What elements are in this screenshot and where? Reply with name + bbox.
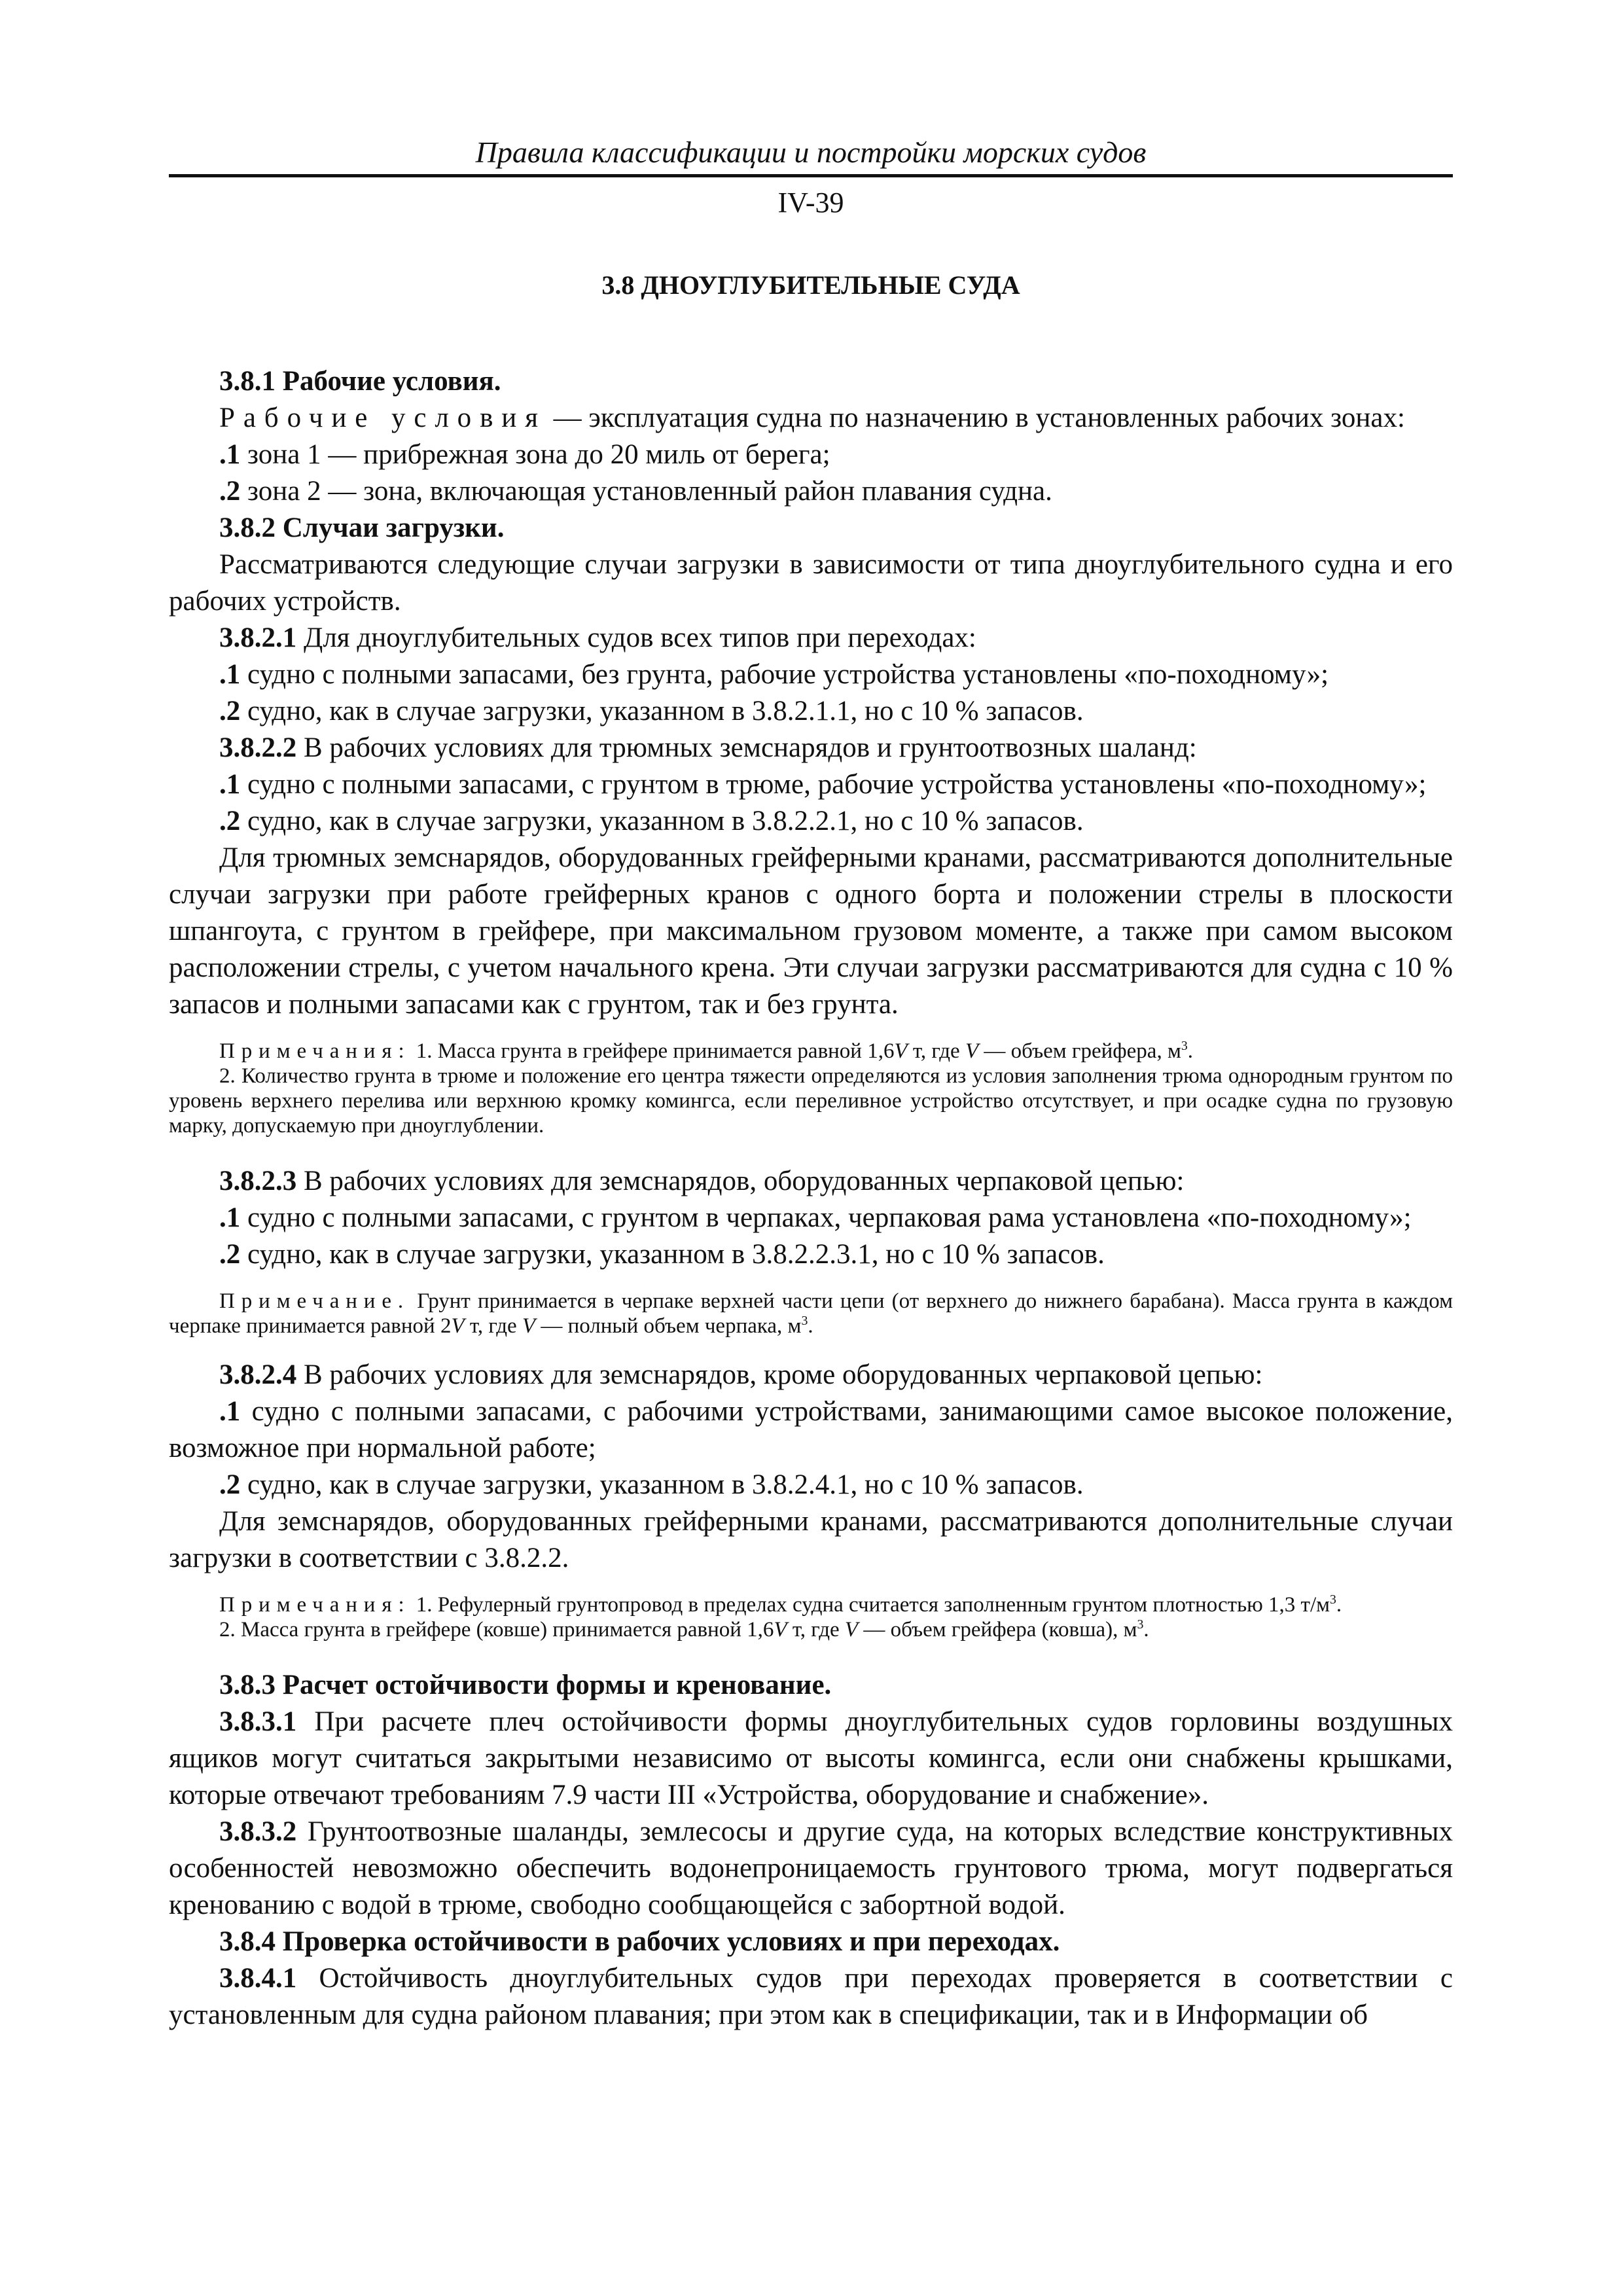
item-text: судно с полными запасами, с рабочими устройствами, занимающими самое высокое положение, возможное при нормальной работе;	[169, 1396, 1453, 1463]
section-title: 3.8 ДНОУГЛУБИТЕЛЬНЫЕ СУДА	[601, 270, 1020, 300]
page-number: IV-39	[777, 187, 844, 219]
note-text: т, где	[464, 1314, 522, 1338]
note-text: .	[808, 1314, 813, 1338]
note-label: Примечания:	[219, 1593, 411, 1617]
list-item	[169, 656, 1453, 693]
superscript: 3	[801, 1314, 808, 1328]
paragraph-3-8-2-3	[169, 1163, 1453, 1200]
variable-v: V	[451, 1314, 465, 1338]
heading-3-8-3: 3.8.3 Расчет остойчивости формы и кренование.	[219, 1670, 832, 1700]
item-number: .1	[219, 769, 241, 800]
note-text: 1. Рефулерный грунтопровод в пределах судна считается заполненным грунтом плотностью 1,3 т/м	[410, 1593, 1330, 1617]
list-item	[169, 693, 1453, 730]
item-number: .1	[219, 439, 241, 470]
heading-3-8-2: 3.8.2 Случаи загрузки.	[219, 512, 505, 543]
note-text: 2. Масса грунта в грейфере (ковше) принимается равной 1,6	[219, 1618, 774, 1641]
clause-number: 3.8.2.4	[219, 1359, 297, 1390]
clause-number: 3.8.3.2	[219, 1816, 297, 1847]
note-label: Примечания:	[219, 1039, 411, 1063]
note: 2. Количество грунта в трюме и положение его центра тяжести определяются из условия заполнения трюма однородным грунтом по уровень верхнего перелива или верхнюю кромку комингса, если переливное устройство отсутствует, и при осадке судна по грузовую марку, допускаемую при дноуглублении.	[169, 1064, 1453, 1138]
clause-text: В рабочих условиях для земснарядов, оборудованных черпаковой цепью:	[296, 1166, 1185, 1196]
superscript: 3	[1137, 1617, 1144, 1632]
superscript: 3	[1330, 1592, 1336, 1607]
list-item	[169, 473, 1453, 510]
item-text: зона 2 — зона, включающая установленный район плавания судна.	[240, 476, 1052, 507]
item-number: .1	[219, 1396, 241, 1427]
definition-text: — эксплуатация судна по назначению в установленных рабочих зонах:	[546, 403, 1405, 433]
paragraph-3-8-3-1	[169, 1704, 1453, 1814]
note-label: Примечание.	[219, 1289, 410, 1313]
list-item	[169, 1393, 1453, 1467]
clause-number: 3.8.2.2	[219, 732, 297, 763]
list-item	[169, 1200, 1453, 1236]
clause-text: В рабочих условиях для трюмных земснарядов и грунтоотвозных шаланд:	[296, 732, 1197, 763]
clause-number: 3.8.3.1	[219, 1706, 297, 1737]
paragraph-3-8-2-2	[169, 730, 1453, 766]
paragraph-grab-cranes-2: Для земснарядов, оборудованных грейферными кранами, рассматриваются дополнительные случаи загрузки в соответствии с 3.8.2.2.	[169, 1506, 1453, 1573]
clause-number: 3.8.4.1	[219, 1963, 297, 1994]
note-text: т, где	[787, 1618, 845, 1641]
item-text: судно с полными запасами, без грунта, рабочие устройства установлены «по-походному»;	[240, 659, 1329, 690]
list-item	[169, 1236, 1453, 1273]
note-text: 1. Масса грунта в грейфере принимается равной 1,6	[410, 1039, 895, 1063]
variable-v: V	[965, 1039, 979, 1063]
clause-text: Для дноуглубительных судов всех типов при переходах:	[296, 622, 976, 653]
note	[169, 1592, 1453, 1617]
clause-text: Остойчивость дноуглубительных судов при переходах проверяется в соответствии с установленным для судна районом плавания; при этом как в спецификации, так и в Информации об	[169, 1963, 1453, 2030]
body-text	[169, 363, 1453, 2034]
notes-block	[169, 1289, 1453, 1338]
superscript: 3	[1181, 1039, 1188, 1053]
item-number: .1	[219, 1202, 241, 1233]
list-item	[169, 437, 1453, 473]
note-text: — объем грейфера (ковша), м	[858, 1618, 1137, 1641]
clause-text: При расчете плеч остойчивости формы дноуглубительных судов горловины воздушных ящиков могут считаться закрытыми независимо от высоты комингса, если они снабжены крышками, которые отвечают требованиям 7.9 части III «Устройства, оборудование и снабжение».	[169, 1706, 1453, 1810]
item-text: судно с полными запасами, с грунтом в черпаках, черпаковая рама установлена «по-походному»;	[240, 1202, 1412, 1233]
clause-number: 3.8.2.1	[219, 622, 297, 653]
item-text: судно с полными запасами, с грунтом в трюме, рабочие устройства установлены «по-походному»;	[240, 769, 1427, 800]
variable-v: V	[844, 1618, 859, 1641]
clause-text: В рабочих условиях для земснарядов, кроме оборудованных черпаковой цепью:	[296, 1359, 1263, 1390]
item-text: зона 1 — прибрежная зона до 20 миль от берега;	[240, 439, 830, 470]
variable-v: V	[774, 1618, 787, 1641]
note	[169, 1289, 1453, 1338]
notes-block	[169, 1039, 1453, 1138]
item-number: .2	[219, 1239, 241, 1270]
paragraph-3-8-2-1	[169, 620, 1453, 656]
item-text: судно, как в случае загрузки, указанном в 3.8.2.2.3.1, но с 10 % запасов.	[240, 1239, 1105, 1270]
note	[169, 1039, 1453, 1064]
item-text: судно, как в случае загрузки, указанном в 3.8.2.4.1, но с 10 % запасов.	[240, 1469, 1084, 1500]
paragraph-3-8-2-4	[169, 1357, 1453, 1393]
paragraph-intro: Рассматриваются следующие случаи загрузки в зависимости от типа дноуглубительного судна и его рабочих устройств.	[169, 549, 1453, 617]
list-item	[169, 1467, 1453, 1503]
notes-block	[169, 1592, 1453, 1642]
note-text: .	[1187, 1039, 1193, 1063]
heading-3-8-1: 3.8.1 Рабочие условия.	[219, 366, 501, 397]
paragraph-3-8-3-2	[169, 1814, 1453, 1924]
list-item	[169, 803, 1453, 840]
item-number: .2	[219, 696, 241, 726]
item-text: судно, как в случае загрузки, указанном в 3.8.2.2.1, но с 10 % запасов.	[240, 806, 1084, 836]
term-working-conditions: Рабочие условия	[219, 403, 546, 433]
item-number: .2	[219, 806, 241, 836]
paragraph-3-8-4-1	[169, 1960, 1453, 2034]
note-text: — объем грейфера, м	[978, 1039, 1181, 1063]
note-text: т, где	[907, 1039, 965, 1063]
item-number: .2	[219, 1469, 241, 1500]
variable-v: V	[522, 1314, 536, 1338]
note-text: .	[1336, 1593, 1342, 1617]
item-number: .1	[219, 659, 241, 690]
item-number: .2	[219, 476, 241, 507]
heading-3-8-4: 3.8.4 Проверка остойчивости в рабочих условиях и при переходах.	[219, 1926, 1060, 1957]
note-text: Грунт принимается в черпаке верхней части цепи (от верхнего до нижнего барабана). Масса грунта в каждом черпаке принимается равной 2	[169, 1289, 1453, 1338]
note-text: .	[1143, 1618, 1149, 1641]
note	[169, 1617, 1453, 1642]
header-rule	[169, 174, 1453, 177]
list-item	[169, 766, 1453, 803]
item-text: судно, как в случае загрузки, указанном в 3.8.2.1.1, но с 10 % запасов.	[240, 696, 1084, 726]
note-text: — полный объем черпака, м	[535, 1314, 802, 1338]
running-header: Правила классификации и постройки морских судов	[475, 135, 1147, 169]
variable-v: V	[894, 1039, 908, 1063]
paragraph-working-conditions	[169, 400, 1453, 437]
clause-number: 3.8.2.3	[219, 1166, 297, 1196]
paragraph-grab-cranes: Для трюмных земснарядов, оборудованных грейферными кранами, рассматриваются дополнительные случаи загрузки при работе грейферных кранов с одного борта и положении стрелы в плоскости шпангоута, с грунтом в грейфере, при максимальном грузовом моменте, а также при самом высоком расположении стрелы, с учетом начального крена. Эти случаи загрузки рассматриваются для судна с 10 % запасов и полными запасами как с грунтом, так и без грунта.	[169, 842, 1453, 1020]
clause-text: Грунтоотвозные шаланды, землесосы и другие суда, на которых вследствие конструктивных особенностей невозможно обеспечить водонепроницаемость грунтового трюма, могут подвергаться кренованию с водой в трюме, свободно сообщающейся с забортной водой.	[169, 1816, 1453, 1920]
